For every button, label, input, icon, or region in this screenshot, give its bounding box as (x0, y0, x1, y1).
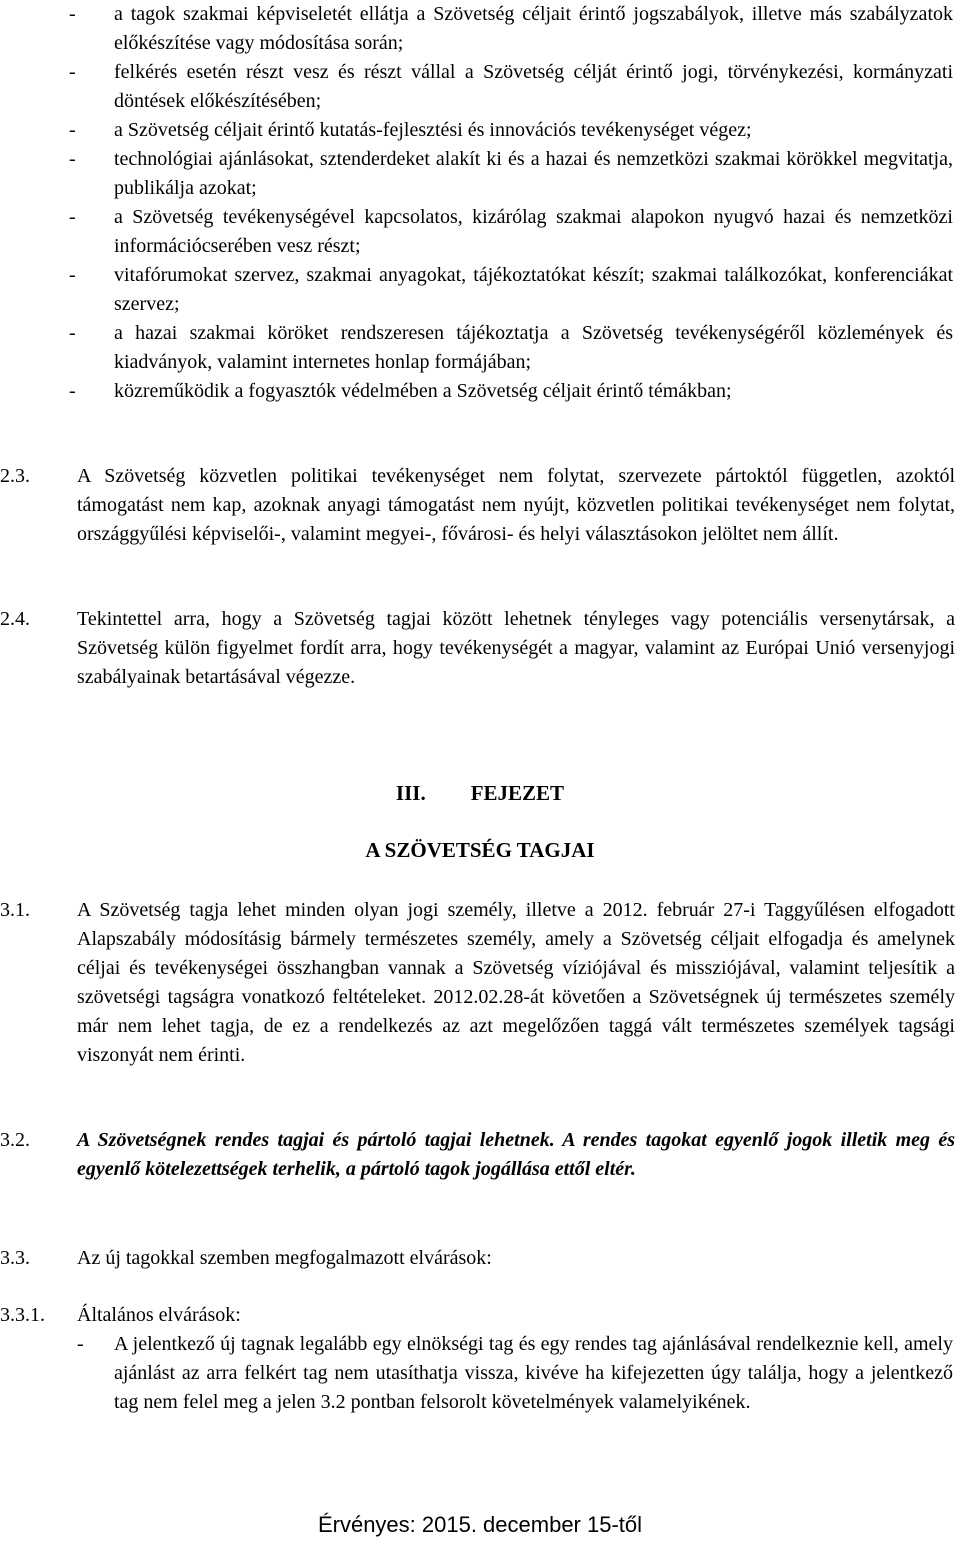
bullet-dash: - (77, 1333, 84, 1355)
list-item (77, 1330, 953, 1417)
list-item-text: a hazai szakmai köröket rendszeresen tájékoztatja a Szövetség tevékenységéről közlemények és kiadványok, valamint internetes honlap formájában; (114, 322, 953, 373)
list-item (69, 145, 953, 203)
paragraph-3-3-1 (0, 1301, 955, 1330)
list-item-text: technológiai ajánlásokat, sztenderdeket alakít ki és a hazai és nemzetközi szakmai körökkel megvitatja, publikálja azokat; (114, 148, 953, 199)
paragraph-3-1 (0, 896, 955, 1070)
list-item (69, 116, 953, 145)
bullet-dash: - (69, 380, 76, 402)
list-item-text: a tagok szakmai képviseletét ellátja a Szövetség céljait érintő jogszabályok, illetve más szabályzatok előkészítése vagy módosítása során; (114, 3, 953, 54)
list-item (69, 58, 953, 116)
section-number: 2.3. (0, 465, 30, 487)
page-footer: Érvényes: 2015. december 15-től (317, 1512, 643, 1537)
list-item-text: vitafórumokat szervez, szakmai anyagokat, tájékoztatókat készít; szakmai találkozókat, konferenciákat szervez; (114, 264, 953, 315)
bullet-dash: - (69, 148, 76, 170)
chapter-number: III. (395, 781, 426, 805)
paragraph-text: Általános elvárások: (77, 1304, 241, 1326)
paragraph-text: A Szövetségnek rendes tagjai és pártoló tagjai lehetnek. A rendes tagokat egyenlő jogok illetik meg és egyenlő kötelezettségek terhelik, a pártoló tagok jogállása ettől eltér. (77, 1129, 955, 1180)
chapter-title: A SZÖVETSÉG TAGJAI (365, 838, 595, 862)
list-item (69, 261, 953, 319)
bullet-dash: - (69, 206, 76, 228)
paragraph-2-4 (0, 605, 955, 692)
paragraph-text: A Szövetség tagja lehet minden olyan jogi személy, illetve a 2012. február 27-i Taggyűlésen elfogadott Alapszabály módosításig bármely természetes személy, amely a Szövetség céljait elfogadja és amelynek céljai és tevékenységei összhangban vannak a Szövetség víziójával és missziójával, valamint teljesítik a szövetségi tagságra vonatkozó feltételeket. 2012.02.28-át követően a Szövetségnek új természetes személy már nem lehet tagja, de ez a rendelkezés az azt megelőzően taggá vált természetes személyek tagsági viszonyát nem érinti. (77, 899, 955, 1066)
chapter-word: FEJEZET (470, 781, 565, 805)
list-item-text: felkérés esetén részt vesz és részt vállal a Szövetség célját érintő jogi, törvénykezési, kormányzati döntések előkészítésében; (114, 61, 953, 112)
list-item (69, 319, 953, 377)
paragraph-2-3 (0, 462, 955, 549)
bullet-dash: - (69, 322, 76, 344)
section-number: 3.3. (0, 1247, 30, 1269)
chapter-heading (0, 781, 960, 806)
bullet-dash: - (69, 119, 76, 141)
section-number: 3.1. (0, 899, 30, 921)
section-number: 3.2. (0, 1129, 30, 1151)
section-number: 2.4. (0, 608, 30, 630)
section-number: 3.3.1. (0, 1304, 45, 1326)
list-item-text: a Szövetség céljait érintő kutatás-fejlesztési és innovációs tevékenységet végez; (114, 119, 752, 141)
bullet-dash: - (69, 264, 76, 286)
paragraph-text: A Szövetség közvetlen politikai tevékenységet nem folytat, szervezete pártoktól független, azoktól támogatást nem kap, azoknak anyagi támogatást nem nyújt, közvetlen politikai tevékenységet nem folytat, országgyűlési képviselői-, valamint megyei-, fővárosi- és helyi választásokon jelöltet nem állít. (77, 465, 955, 545)
list-item (69, 203, 953, 261)
list-item-text: közreműködik a fogyasztók védelmében a Szövetség céljait érintő témákban; (114, 380, 732, 402)
list-item-text: a Szövetség tevékenységével kapcsolatos, kizárólag szakmai alapokon nyugvó hazai és nemzetközi információcserében vesz részt; (114, 206, 953, 257)
paragraph-3-3 (0, 1244, 955, 1273)
paragraph-3-2 (0, 1126, 955, 1184)
list-item (69, 0, 953, 58)
bullet-dash: - (69, 3, 76, 25)
list-item (69, 377, 953, 406)
paragraph-text: Az új tagokkal szemben megfogalmazott elvárások: (77, 1247, 492, 1269)
list-item-text: A jelentkező új tagnak legalább egy elnökségi tag és egy rendes tag ajánlásával rendelkeznie kell, amely ajánlást az arra felkért tag nem utasíthatja vissza, kivéve ha kifejezetten úgy találja, hogy a jelentkező tag nem felel meg a jelen 3.2 pontban felsorolt követelmények valamelyikének. (114, 1333, 953, 1413)
bullet-dash: - (69, 61, 76, 83)
paragraph-text: Tekintettel arra, hogy a Szövetség tagjai között lehetnek tényleges vagy potenciális versenytársak, a Szövetség külön figyelmet fordít arra, hogy tevékenységét a magyar, valamint az Európai Unió versenyjogi szabályainak betartásával végezze. (77, 608, 955, 688)
